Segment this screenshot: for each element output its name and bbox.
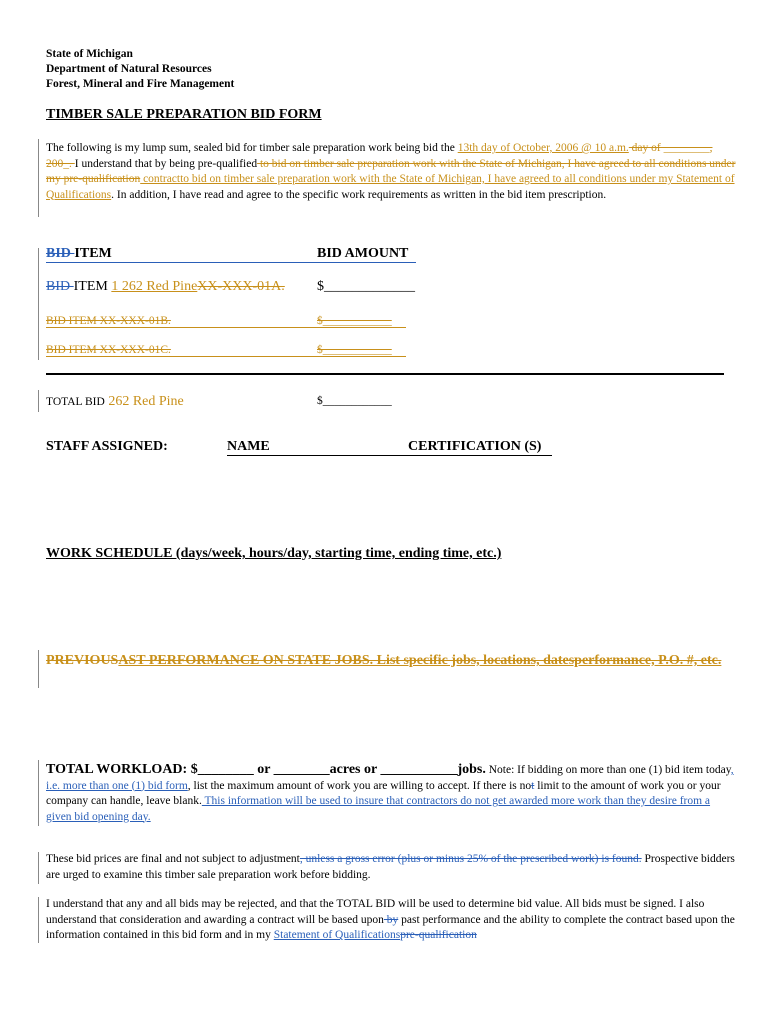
- deleted-text: esperformance, P.O. #, etc.: [562, 653, 722, 668]
- change-bar: [38, 852, 39, 884]
- header-department: Department of Natural Resources: [46, 63, 212, 75]
- understand-text: past performance and the ability to complete the contract based upon the information contained in this bid form and in my: [46, 913, 735, 941]
- bid-amount-2: $____________: [317, 315, 392, 327]
- deleted-text: by: [383, 913, 399, 926]
- workload-note: limit to the amount of work you or your company can handle, leave blank.: [46, 779, 721, 807]
- deleted-text: PREVIOUS: [46, 653, 119, 668]
- inserted-text: contractto bid on timber sale preparation work with the State of Michigan, I have agreed to all conditions under my Statement of Qualifications: [46, 173, 735, 201]
- deleted-text: BID: [46, 279, 74, 294]
- change-bar: [38, 897, 39, 943]
- inserted-text: This information will be used to insure that contractors do not get awarded more work than they desire from a given bid opening day.: [46, 795, 711, 823]
- staff-certification-label: CERTIFICATION (S): [408, 439, 542, 454]
- staff-assigned-label: STAFF ASSIGNED:: [46, 439, 168, 454]
- change-bar: [38, 248, 39, 360]
- divider: [46, 373, 724, 375]
- intro-text: I understand that by being pre-qualified: [74, 157, 258, 170]
- deleted-text: AST PERFORMANCE ON STATE JOBS. List specific jobs, locations, dat: [118, 653, 563, 668]
- deleted-text: day of ________, 200_.: [46, 142, 713, 170]
- column-item: ITEM: [74, 246, 112, 261]
- change-bar: [38, 139, 39, 217]
- bid-amount-1[interactable]: $_____________: [317, 279, 415, 294]
- understand-paragraph: [46, 897, 736, 944]
- workload-note: Note: If bidding on more than one (1) bid item today: [485, 764, 731, 776]
- inserted-text: , i.e. more than one (1) bid form: [46, 764, 734, 792]
- inserted-text: Statement of Qualifications: [273, 929, 401, 941]
- form-title: TIMBER SALE PREPARATION BID FORM: [46, 107, 322, 122]
- change-bar: [38, 760, 39, 826]
- deleted-text: to bid on timber sale preparation work with the State of Michigan, I have agreed to all conditions under my pre-qualification: [46, 157, 736, 185]
- total-workload-paragraph: [46, 762, 736, 825]
- deleted-text: XX-XXX-01A.: [197, 279, 285, 294]
- intro-text: The following is my lump sum, sealed bid for timber sale preparation work being bid the: [46, 142, 458, 154]
- column-bid-amount: BID AMOUNT: [317, 246, 409, 261]
- bid-amount-3: $____________: [317, 344, 392, 356]
- total-workload-label: TOTAL WORKLOAD: $________ or ________acres or ___________jobs.: [46, 762, 486, 777]
- final-text: Prospective bidders are urged to examine this timber sale preparation work before bidding.: [46, 853, 735, 881]
- deleted-text: pre-qualification: [400, 929, 477, 941]
- total-bid-row: [46, 392, 184, 410]
- deleted-row-label: BID ITEM XX-XXX-01C.: [46, 344, 171, 356]
- inserted-text: 1 262 Red Pine: [111, 279, 198, 294]
- inserted-text: 262 Red Pine: [104, 394, 184, 409]
- header-division: Forest, Mineral and Fire Management: [46, 78, 235, 90]
- deleted-text: t: [531, 779, 535, 792]
- final-text: These bid prices are final and not subject to adjustment: [46, 853, 300, 865]
- deleted-text: BID: [46, 246, 75, 261]
- staff-name-label: NAME: [227, 439, 270, 454]
- bid-row-1: [46, 279, 285, 295]
- work-schedule-heading: WORK SCHEDULE (days/week, hours/day, starting time, ending time, etc.): [46, 546, 502, 561]
- total-bid-amount[interactable]: $____________: [317, 395, 392, 407]
- change-bar: [38, 650, 39, 688]
- header-state: State of Michigan: [46, 48, 133, 60]
- understand-text: I understand that any and all bids may be rejected, and that the TOTAL BID will be used to determine bid value. All bids must be signed. I also understand that consideration and awarding a contract will be based upon: [46, 898, 705, 926]
- previous-performance-heading: [46, 652, 726, 669]
- intro-text: . In addition, I have read and agree to the specific work requirements as written in the bid item prescription.: [111, 188, 607, 201]
- total-bid-label: TOTAL BID: [46, 396, 105, 408]
- intro-paragraph: [46, 141, 736, 203]
- deleted-text: , unless a gross error (plus or minus 25% of the prescribed work) is found.: [299, 853, 642, 865]
- change-bar: [38, 390, 39, 412]
- final-prices-paragraph: [46, 852, 736, 883]
- inserted-text: 13th day of October, 2006 @ 10 a.m.: [457, 142, 629, 154]
- workload-note: , list the maximum amount of work you are willing to accept. If there is no: [187, 779, 532, 792]
- row-label: ITEM: [73, 279, 112, 294]
- deleted-row-label: BID ITEM XX-XXX-01B.: [46, 315, 171, 327]
